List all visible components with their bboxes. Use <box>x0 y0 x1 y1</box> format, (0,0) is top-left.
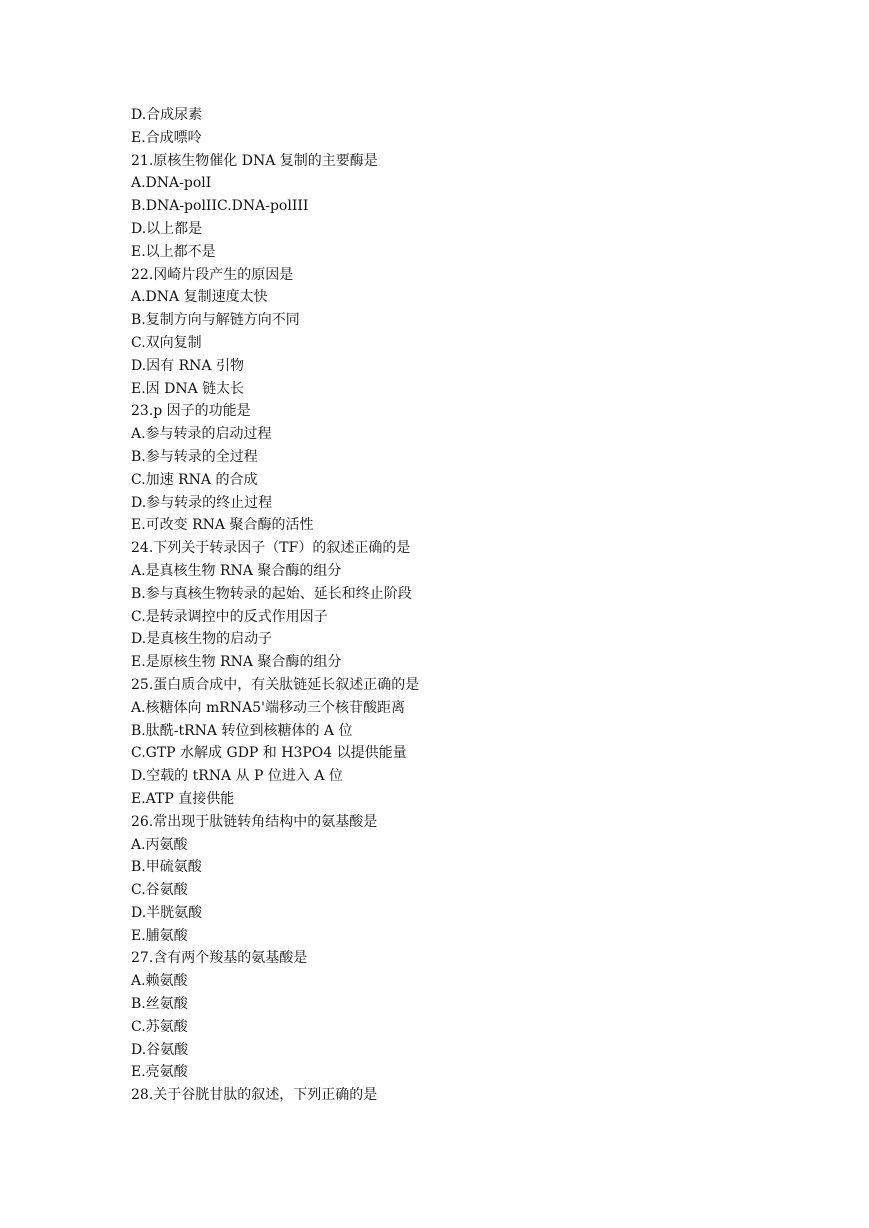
question-line: 23.p 因子的功能是 <box>131 403 251 420</box>
option-line: B.参与真核生物转录的起始、延长和终止阶段 <box>131 585 412 602</box>
option-line: B.DNA-polIIC.DNA-polIII <box>131 198 309 215</box>
option-line: A.是真核生物 RNA 聚合酶的组分 <box>131 562 342 579</box>
question-line: 28.关于谷胱甘肽的叙述，下列正确的是 <box>131 1087 378 1104</box>
option-line: D.谷氨酸 <box>131 1041 189 1058</box>
option-line: B.参与转录的全过程 <box>131 448 258 465</box>
question-line: 21.原核生物催化 DNA 复制的主要酶是 <box>131 152 378 169</box>
option-line: E.脯氨酸 <box>131 927 188 944</box>
question-line: 27.含有两个羧基的氨基酸是 <box>131 950 308 967</box>
option-line: D.是真核生物的启动子 <box>131 631 273 648</box>
option-line: C.GTP 水解成 GDP 和 H3PO4 以提供能量 <box>131 745 407 762</box>
option-line: C.苏氨酸 <box>131 1018 188 1035</box>
option-line: C.谷氨酸 <box>131 882 188 899</box>
option-line: D.以上都是 <box>131 220 203 237</box>
option-line: B.肽酰-tRNA 转位到核糖体的 A 位 <box>131 722 353 739</box>
question-text-block <box>131 104 751 1107</box>
option-line: D.因有 RNA 引物 <box>131 357 244 374</box>
question-line: 22.冈崎片段产生的原因是 <box>131 266 294 283</box>
option-line: C.双向复制 <box>131 334 202 351</box>
option-line: D.参与转录的终止过程 <box>131 494 273 511</box>
option-line: C.是转录调控中的反式作用因子 <box>131 608 328 625</box>
option-line: E.亮氨酸 <box>131 1064 188 1081</box>
option-line: A.核糖体向 mRNA5'端移动三个核苷酸距离 <box>131 699 405 716</box>
option-line: E.因 DNA 链太长 <box>131 380 245 397</box>
option-line: D.半胱氨酸 <box>131 904 203 921</box>
option-line: A.参与转录的启动过程 <box>131 426 272 443</box>
option-line: A.赖氨酸 <box>131 973 188 990</box>
option-line: E.ATP 直接供能 <box>131 790 235 807</box>
option-line: B.丝氨酸 <box>131 996 188 1013</box>
option-line: D.合成尿素 <box>131 107 203 123</box>
option-line: A.丙氨酸 <box>131 836 188 853</box>
option-line: E.合成嘌呤 <box>131 129 202 146</box>
option-line: A.DNA 复制速度太快 <box>131 289 268 306</box>
question-line: 24.下列关于转录因子（TF）的叙述正确的是 <box>131 540 411 557</box>
question-line: 25.蛋白质合成中，有关肽链延长叙述正确的是 <box>131 676 420 693</box>
option-line: B.甲硫氨酸 <box>131 859 202 876</box>
option-line: D.空载的 tRNA 从 P 位进入 A 位 <box>131 768 343 785</box>
option-line: A.DNA-polI <box>131 175 212 192</box>
option-line: E.可改变 RNA 聚合酶的活性 <box>131 517 314 534</box>
option-line: E.以上都不是 <box>131 243 216 260</box>
option-line: C.加速 RNA 的合成 <box>131 471 258 488</box>
question-line: 26.常出现于肽链转角结构中的氨基酸是 <box>131 813 378 830</box>
option-line: B.复制方向与解链方向不同 <box>131 312 300 329</box>
option-line: E.是原核生物 RNA 聚合酶的组分 <box>131 654 342 671</box>
